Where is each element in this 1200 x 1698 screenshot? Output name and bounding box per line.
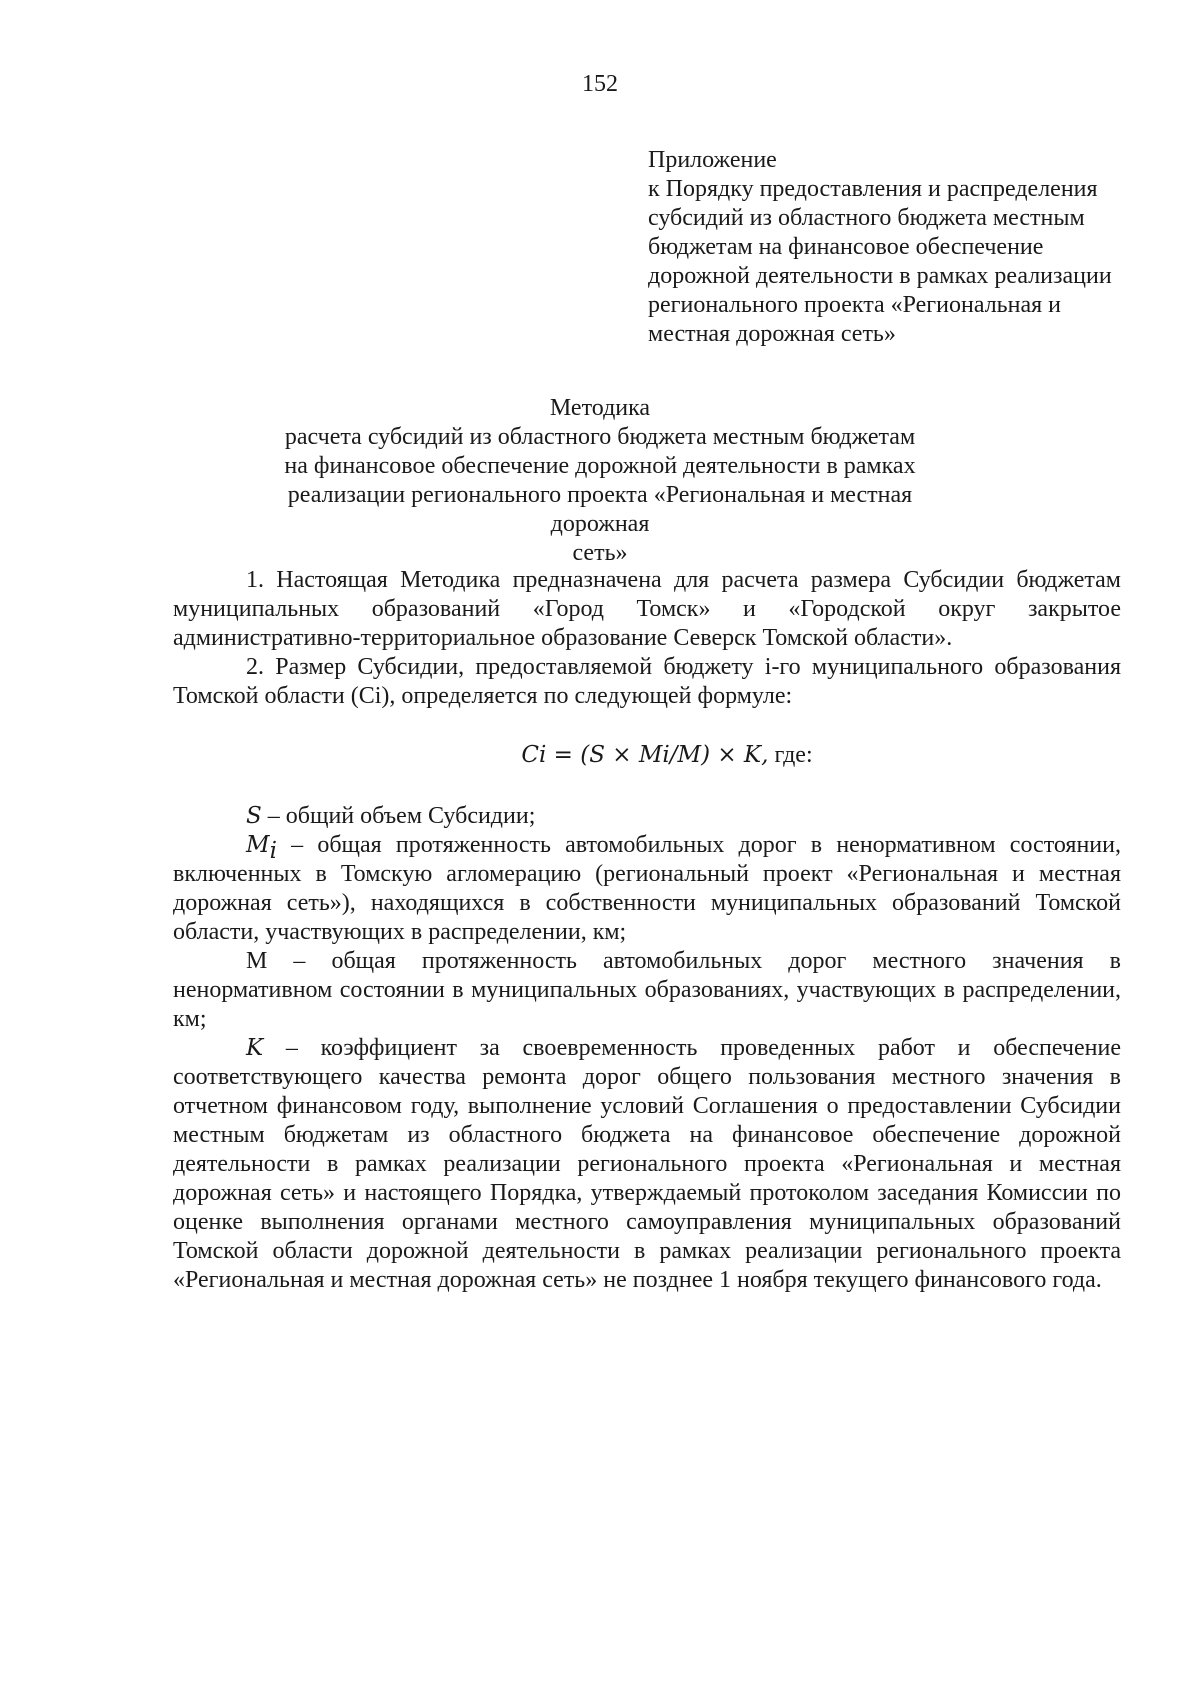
symbol-s: S <box>246 803 262 829</box>
symbol-m: М <box>246 948 268 974</box>
formula-tail: где: <box>774 742 813 768</box>
formula <box>173 741 1121 770</box>
title-line: сеть» <box>572 540 628 566</box>
symbol-mi: M <box>246 832 270 858</box>
formula-lhs: Ci <box>521 742 547 768</box>
title-line: реализации регионального проекта «Региональная и местная дорожная <box>287 482 913 537</box>
definition-mi-text: – общая протяженность автомобильных дорог в ненормативном состоянии, включенных в Томскую агломерацию (региональный проект «Региональная и местная дорожная сеть»), находящихся в собственности муниципальных образований Томской области, участвующих в распределении, км; <box>173 832 1121 945</box>
formula-equals: = <box>546 742 581 768</box>
appendix-line: к Порядку предоставления и распределения <box>648 176 1098 202</box>
appendix-line: регионального проекта «Региональная и <box>648 292 1062 318</box>
appendix-line: местная дорожная сеть» <box>648 321 896 347</box>
definition-mi <box>173 831 1121 947</box>
definition-s-text: – общий объем Субсидии; <box>261 803 536 829</box>
appendix-line: субсидий из областного бюджета местным <box>648 205 1085 231</box>
definition-m <box>173 947 1121 1034</box>
definition-s <box>173 802 1121 831</box>
appendix-line: дорожной деятельности в рамках реализации <box>648 263 1112 289</box>
definition-k-text: – коэффициент за своевременность проведенных работ и обеспечение соответствующего качества ремонта дорог общего пользования местного значения в отчетном финансовом году, выполнение условий Соглашения о предоставлении Субсидии местным бюджетам из областного бюджета на финансовое обеспечение дорожной деятельности в рамках реализации регионального проекта «Региональная и местная дорожная сеть» и настоящего Порядка, утверждаемый протоколом заседания Комиссии по оценке выполнения органами местного самоуправления муниципальных образований Томской области дорожной деятельности в рамках реализации регионального проекта «Региональная и местная дорожная сеть» не позднее 1 ноября текущего финансового года. <box>173 1035 1121 1293</box>
definition-k <box>173 1034 1121 1295</box>
title-line: расчета субсидий из областного бюджета местным бюджетам <box>284 424 916 450</box>
paragraph-2: 2. Размер Субсидии, предоставляемой бюджету i-го муниципального образования Томской области (Ci), определяется по следующей формуле: <box>173 654 1121 709</box>
appendix-line: бюджетам на финансовое обеспечение <box>648 234 1044 260</box>
paragraph-1: 1. Настоящая Методика предназначена для расчета размера Субсидии бюджетам муниципальных образований «Город Томск» и «Городской округ закрытое административно-территориальное образование Северск Томской области». <box>173 567 1121 651</box>
title-heading: Методика <box>549 395 651 421</box>
title-line: на финансовое обеспечение дорожной деятельности в рамках <box>284 453 916 479</box>
symbol-mi-subscript: i <box>269 837 277 864</box>
definition-m-text: – общая протяженность автомобильных дорог местного значения в ненормативном состоянии в муниципальных образованиях, участвующих в распределении, км; <box>173 948 1121 1032</box>
appendix-header <box>648 146 1121 349</box>
symbol-k: K <box>246 1035 264 1061</box>
document-body <box>173 566 1121 1295</box>
page-number: 152 <box>582 71 618 97</box>
document-title <box>240 394 960 568</box>
appendix-line: Приложение <box>648 147 777 173</box>
formula-rhs: (S × Mi/M) × K, <box>580 742 769 768</box>
